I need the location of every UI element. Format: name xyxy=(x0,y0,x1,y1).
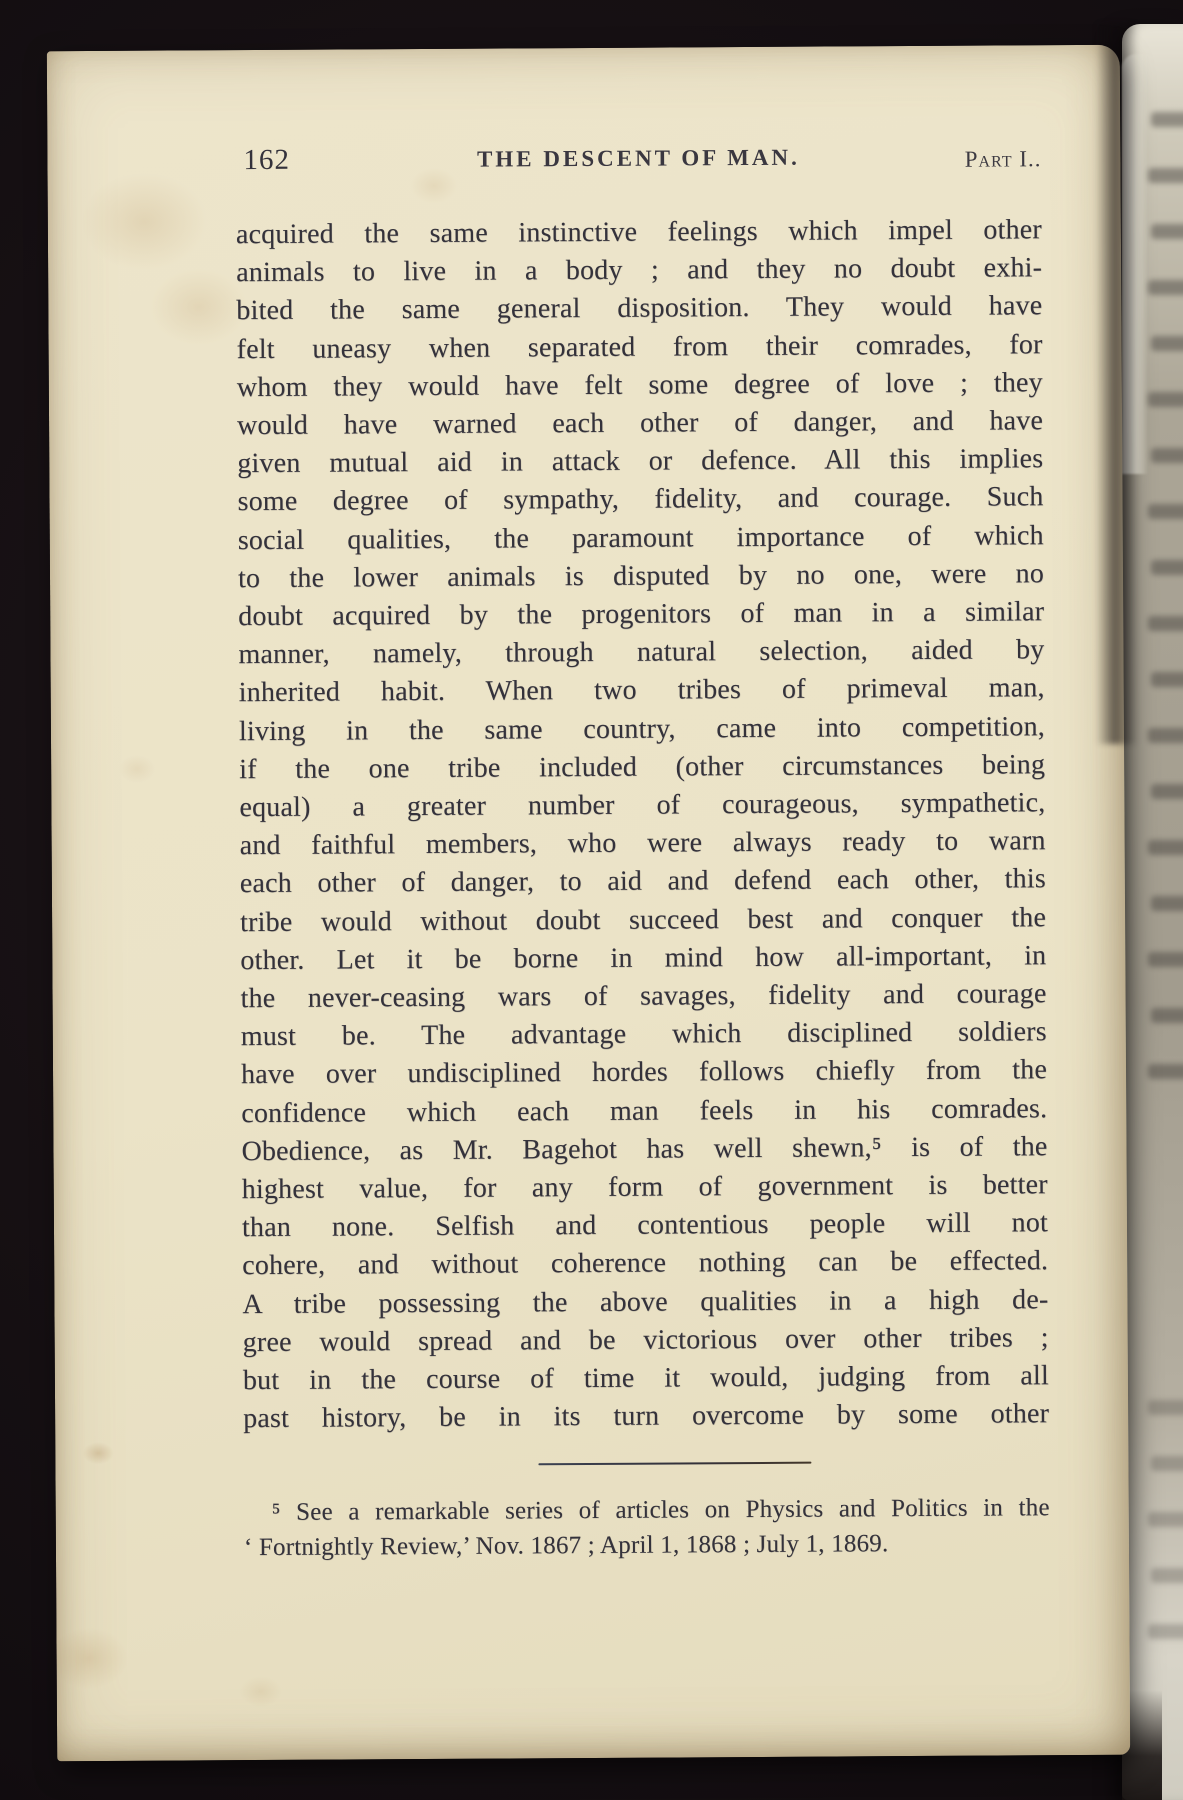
body-line: the never-ceasing wars of savages, fidelity and courage xyxy=(240,978,1047,1015)
body-line: confidence which each man feels in his comrades. xyxy=(241,1092,1048,1129)
page-edge-text-blur xyxy=(1148,728,1183,743)
page-edge-text-blur xyxy=(1151,784,1183,799)
body-line: cohere, and without coherence nothing can be effected. xyxy=(242,1245,1049,1282)
page-edge-text-blur xyxy=(1148,952,1183,967)
page-edge-text-blur xyxy=(1151,336,1183,351)
body-line: other. Let it be borne in mind how all-important, in xyxy=(240,940,1047,976)
part-label: Part I.. xyxy=(964,146,1042,172)
body-line: Obedience, as Mr. Bagehot has well shewn,⁵ is of the xyxy=(241,1131,1048,1167)
page-edge-text-blur xyxy=(1151,448,1183,463)
body-line: acquired the same instinctive feelings which impel other xyxy=(235,214,1042,251)
body-line: manner, namely, through natural selection, aided by xyxy=(238,634,1045,671)
running-title: THE DESCENT OF MAN. xyxy=(476,144,800,172)
page-edge-text-blur xyxy=(1148,1512,1183,1527)
body-line: highest value, for any form of government is better xyxy=(241,1169,1048,1206)
body-line: and faithful members, who were always ready to warn xyxy=(239,825,1046,862)
page-edge-text-blur xyxy=(1148,392,1183,407)
page-edge-text-blur xyxy=(1151,224,1183,239)
page-edge-text-blur xyxy=(1151,112,1183,127)
body-line: A tribe possessing the above qualities in a high de- xyxy=(242,1283,1049,1320)
page-edge-text-blur xyxy=(1151,1008,1183,1023)
page-edge-text-blur xyxy=(1148,840,1183,855)
printed-content xyxy=(235,137,1050,1564)
body-line: given mutual aid in attack or defence. All this implies xyxy=(237,443,1044,480)
page-edge-text-blur xyxy=(1151,672,1183,687)
page-edge-text-blur xyxy=(1148,1624,1183,1639)
body-line: but in the course of time it would, judging from all xyxy=(242,1360,1049,1397)
body-line: felt uneasy when separated from their comrades, for xyxy=(236,328,1043,365)
body-line: gree would spread and be victorious over other tribes ; xyxy=(242,1322,1049,1359)
footnote-line: ‘ Fortnightly Review,’ Nov. 1867 ; April 1, 1868 ; July 1, 1869. xyxy=(243,1529,889,1561)
body-line: social qualities, the paramount importance of which xyxy=(237,519,1044,556)
body-line: must be. The advantage which disciplined soldiers xyxy=(240,1016,1047,1053)
body-line: have over undisciplined hordes follows chiefly from the xyxy=(240,1054,1048,1091)
book-page xyxy=(47,45,1130,1762)
body-line: each other of danger, to aid and defend each other, this xyxy=(239,863,1046,900)
body-line: equal) a greater number of courageous, sympathetic, xyxy=(239,787,1046,824)
page-edge-text-blur xyxy=(1151,1456,1183,1471)
page-edge-text-blur xyxy=(1148,1064,1183,1079)
page-edge-text-blur xyxy=(1148,616,1183,631)
page-edge-text-blur xyxy=(1148,280,1183,295)
page-edge-text-blur xyxy=(1148,168,1183,183)
page-edge-text-blur xyxy=(1151,896,1183,911)
body-line: would have warned each other of danger, and have xyxy=(236,405,1044,442)
page-number: 162 xyxy=(243,143,291,177)
body-text xyxy=(236,211,1049,1438)
body-line: inherited habit. When two tribes of primeval man, xyxy=(238,672,1045,709)
footnote-line: ⁵ See a remarkable series of articles on Physics and Politics in the xyxy=(271,1493,1050,1526)
body-line: animals to live in a body ; and they no doubt exhi- xyxy=(236,252,1043,289)
footnote xyxy=(244,1490,1050,1565)
page-edge-text-blur xyxy=(1148,1400,1183,1415)
body-line: doubt acquired by the progenitors of man in a similar xyxy=(238,596,1045,633)
body-line: if the one tribe included (other circumstances being xyxy=(239,749,1046,785)
body-line: tribe would without doubt succeed best and conquer the xyxy=(240,901,1047,938)
page-edge-text-blur xyxy=(1148,504,1183,519)
adjacent-page-fore-edge xyxy=(1122,24,1183,1800)
body-line: past history, be in its turn overcome by some other xyxy=(243,1398,1050,1435)
body-line: bited the same general disposition. They would have xyxy=(236,290,1043,327)
body-line: to the lower animals is disputed by no one, were no xyxy=(237,558,1045,594)
body-line: than none. Selfish and contentious people will not xyxy=(241,1207,1049,1244)
page-edge-text-blur xyxy=(1151,560,1183,575)
footnote-separator-rule xyxy=(538,1461,811,1465)
page-edge-text-blur xyxy=(1151,1568,1183,1583)
body-line: some degree of sympathy, fidelity, and courage. Such xyxy=(237,481,1044,518)
body-line: living in the same country, came into competition, xyxy=(238,710,1046,747)
body-line: whom they would have felt some degree of love ; they xyxy=(236,367,1043,403)
page-header xyxy=(235,137,1041,184)
